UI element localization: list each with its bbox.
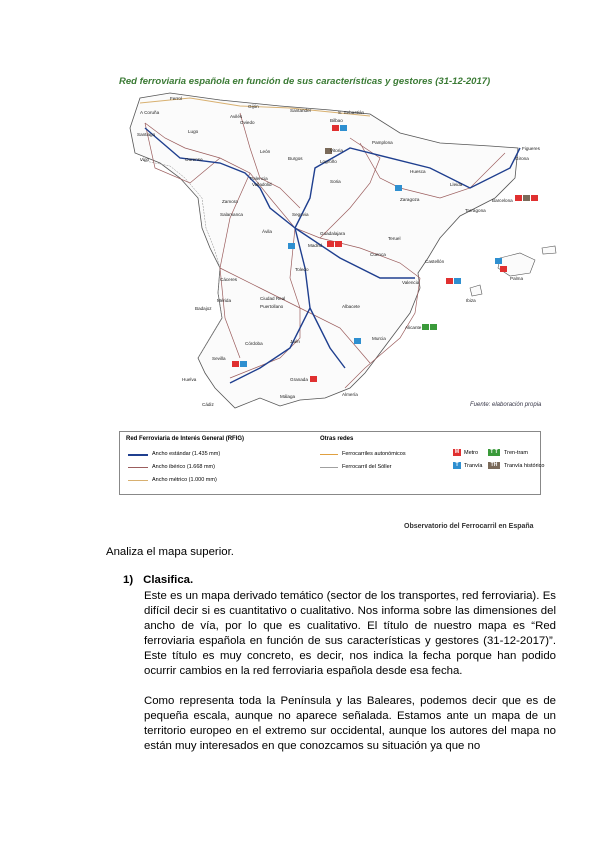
city-label: Salamanca xyxy=(220,212,243,217)
legend-tt-badge: T T xyxy=(488,449,500,456)
map-source: Fuente: elaboración propia xyxy=(470,402,542,408)
legend-soller-swatch xyxy=(320,467,338,468)
city-label: Girona xyxy=(515,156,529,161)
city-label: Soria xyxy=(330,179,341,184)
city-label: Vigo xyxy=(140,157,150,162)
city-label: Málaga xyxy=(280,394,296,399)
city-label: Sevilla xyxy=(212,356,226,361)
city-label: Avilés xyxy=(230,114,243,119)
city-label: Barcelona xyxy=(492,198,513,203)
spain-railway-map xyxy=(110,88,560,423)
legend-standard-swatch xyxy=(128,454,148,456)
city-label: Ávila xyxy=(262,229,272,234)
city-label: Palma xyxy=(510,276,524,281)
city-label: Lugo xyxy=(188,129,199,134)
city-label: Puertollano xyxy=(260,304,284,309)
paragraph-2: Como representa toda la Península y las Baleares, podemos decir que es de pequeña escala, aunque no aparece señalada. Estamos ante un mapa de un territorio europeo en el extremo sur occidental, aunque los autores del mapa no están muy interesados en que conozcamos su situación ya que no xyxy=(144,695,556,752)
city-label: Alicante xyxy=(405,325,422,330)
map-title: Red ferroviaria española en función de sus características y gestores (31-12-2017) xyxy=(119,76,491,87)
city-label: A Coruña xyxy=(140,110,160,115)
paragraph-1: Este es un mapa derivado temático (sector de los transportes, red ferroviaria). Es difícil decir si es cuantitativo o cualitativo. Nos informa sobre las dimensiones del ancho de vía, por lo que es cualitativo. El título de nuestro mapa es “Red ferroviaria española en función de sus características y gestores (31-12-2017)”. Este título es muy concreto, es decir, nos indica la fecha porque han podido ocurrir cambios en la red ferroviaria española desde esa fecha. xyxy=(144,590,556,677)
legend-metric-label: Ancho métrico (1.000 mm) xyxy=(152,477,217,483)
section-heading xyxy=(123,574,203,586)
city-label: Logroño xyxy=(320,159,337,164)
city-label: Tarragona xyxy=(465,208,486,213)
city-label: Cuenca xyxy=(370,252,386,257)
city-label: Guadalajara xyxy=(320,231,346,236)
city-label: Castellón xyxy=(425,259,445,264)
legend-other-title: Otras redes xyxy=(320,436,354,442)
legend-standard-label: Ancho estándar (1.435 mm) xyxy=(152,451,221,457)
legend-autonomic-swatch xyxy=(320,454,338,455)
city-label: Murcia xyxy=(372,336,386,341)
city-label: Cáceres xyxy=(220,277,238,282)
legend-rfig-title: Red Ferroviaria de Interés General (RFIG) xyxy=(126,436,245,442)
city-label: Gijón xyxy=(248,104,259,109)
city-label: Toledo xyxy=(295,267,309,272)
city-label: Mérida xyxy=(217,298,232,303)
city-label: Burgos xyxy=(288,156,303,161)
city-label: Jaén xyxy=(290,339,300,344)
city-label: Oviedo xyxy=(240,120,255,125)
legend-th-badge: TH xyxy=(488,462,500,469)
city-label: Figueres xyxy=(522,146,540,151)
city-label: S. Sebastián xyxy=(338,110,365,115)
city-label: Teruel xyxy=(388,236,401,241)
city-label: Santiago xyxy=(137,132,156,137)
observatory-credit: Observatorio del Ferrocarril en España xyxy=(404,523,534,530)
city-label: Huesca xyxy=(410,169,426,174)
legend-autonomic-label: Ferrocarriles autonómicos xyxy=(342,451,406,457)
city-label: Bilbao xyxy=(330,118,343,123)
intro-text: Analiza el mapa superior. xyxy=(106,546,234,558)
city-label: León xyxy=(260,149,271,154)
legend-iberian-swatch xyxy=(128,467,148,468)
menorca-outline xyxy=(542,246,556,254)
city-label: Valladolid xyxy=(252,182,272,187)
city-label: Huelva xyxy=(182,377,197,382)
city-label: Ibiza xyxy=(466,298,476,303)
city-label: Ferrol xyxy=(170,96,182,101)
legend-metric-swatch xyxy=(128,480,148,481)
city-label: Zaragoza xyxy=(400,197,420,202)
city-label: Segovia xyxy=(292,212,309,217)
legend-iberian-label: Ancho ibérico (1.668 mm) xyxy=(152,464,215,470)
city-label: Zamora xyxy=(222,199,238,204)
city-label: Vitoria xyxy=(330,148,343,153)
legend-tram-badge: T xyxy=(453,462,461,469)
city-label: Palencia xyxy=(250,176,268,181)
city-label: Almería xyxy=(342,392,358,397)
city-label: Córdoba xyxy=(245,341,263,346)
city-label: Santander xyxy=(290,108,312,113)
map-legend xyxy=(119,431,545,495)
city-label: Pamplona xyxy=(372,140,393,145)
legend-metro-badge: M xyxy=(454,449,460,455)
legend-metro-label: Metro xyxy=(464,450,479,456)
city-label: Cádiz xyxy=(202,402,214,407)
ibiza-outline xyxy=(470,285,482,296)
city-label: Valencia xyxy=(402,280,420,285)
legend-th-label: Tranvía histórico xyxy=(504,463,545,469)
city-label: Ourense xyxy=(185,157,203,162)
legend-tram-label: Tranvía xyxy=(464,463,483,469)
city-label: Lleida xyxy=(450,182,463,187)
city-label: Granada xyxy=(290,377,308,382)
city-label: Ciudad Real xyxy=(260,296,286,301)
section-number: 1) xyxy=(123,574,134,586)
legend-soller-label: Ferrocarril del Sóller xyxy=(342,464,392,470)
city-label: Madrid xyxy=(308,243,323,248)
city-label: Badajoz xyxy=(195,306,212,311)
peninsula-outline xyxy=(130,93,518,408)
mallorca-outline xyxy=(498,253,535,276)
section-title: Clasifica. xyxy=(143,574,194,586)
legend-tt-label: Tren-tram xyxy=(504,450,528,456)
city-label: Albacete xyxy=(342,304,360,309)
